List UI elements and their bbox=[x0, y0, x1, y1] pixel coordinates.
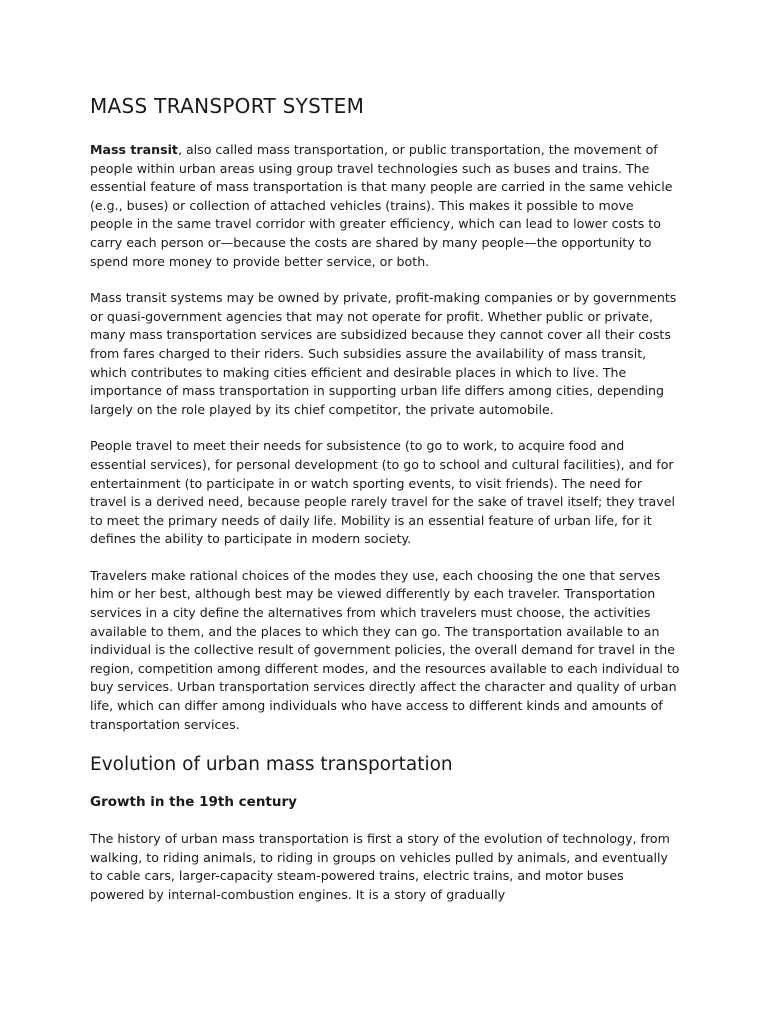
intro-paragraph-text: , also called mass transportation, or public transportation, the movement of people within urban areas using group travel technologies such as buses and trains. The essential feature of mass transportation is that many people are carried in the same vehicle (e.g., buses) or collection of attached vehicles (trains). This makes it possible to move people in the same travel corridor with greater efficiency, which can lead to lower costs to carry each person or—because the costs are shared by many people—the opportunity to spend more money to provide better service, or both. bbox=[90, 142, 673, 269]
body-paragraph-needs: People travel to meet their needs for subsistence (to go to work, to acquire food and essential services), for personal development (to go to school and cultural facilities), and for entertainment (to participate in or watch sporting events, to visit friends). The need for travel is a derived need, because people rarely travel for the sake of travel itself; they travel to meet the primary needs of daily life. Mobility is an essential feature of urban life, for it defines the ability to participate in modern society. bbox=[90, 438, 675, 547]
document-page bbox=[90, 92, 680, 923]
section-heading: Evolution of urban mass transportation bbox=[90, 754, 453, 776]
intro-lead-term: Mass transit bbox=[90, 142, 178, 157]
body-paragraph-history: The history of urban mass transportation is first a story of the evolution of technology, from walking, to riding animals, to riding in groups on vehicles pulled by animals, and eventually to cable cars, larger-capacity steam-powered trains, electric trains, and motor buses powered by internal-combustion engines. It is a story of gradually bbox=[90, 831, 670, 902]
intro-paragraph bbox=[90, 141, 680, 271]
body-paragraph-choices: Travelers make rational choices of the modes they use, each choosing the one that serves him or her best, although best may be viewed differently by each traveler. Transportation services in a city define the alternatives from which travelers must choose, the activities available to them, and the places to which they can go. The transportation available to an individual is the collective result of government policies, the overall demand for travel in the region, competition among different modes, and the resources available to each individual to buy services. Urban transportation services directly affect the character and quality of urban life, which can differ among individuals who have access to different kinds and amounts of transportation services. bbox=[90, 567, 680, 732]
document-title: MASS TRANSPORT SYSTEM bbox=[90, 94, 365, 118]
subsection-heading: Growth in the 19th century bbox=[90, 794, 297, 811]
body-paragraph-ownership: Mass transit systems may be owned by private, profit-making companies or by governments or quasi-government agencies that may not operate for profit. Whether public or private, many mass transportation services are subsidized because they cannot cover all their costs from fares charged to their riders. Such subsidies assure the availability of mass transit, which contributes to making cities efficient and desirable places in which to live. The importance of mass transportation in supporting urban life differs among cities, depending largely on the role played by its chief competitor, the private automobile. bbox=[90, 290, 677, 417]
